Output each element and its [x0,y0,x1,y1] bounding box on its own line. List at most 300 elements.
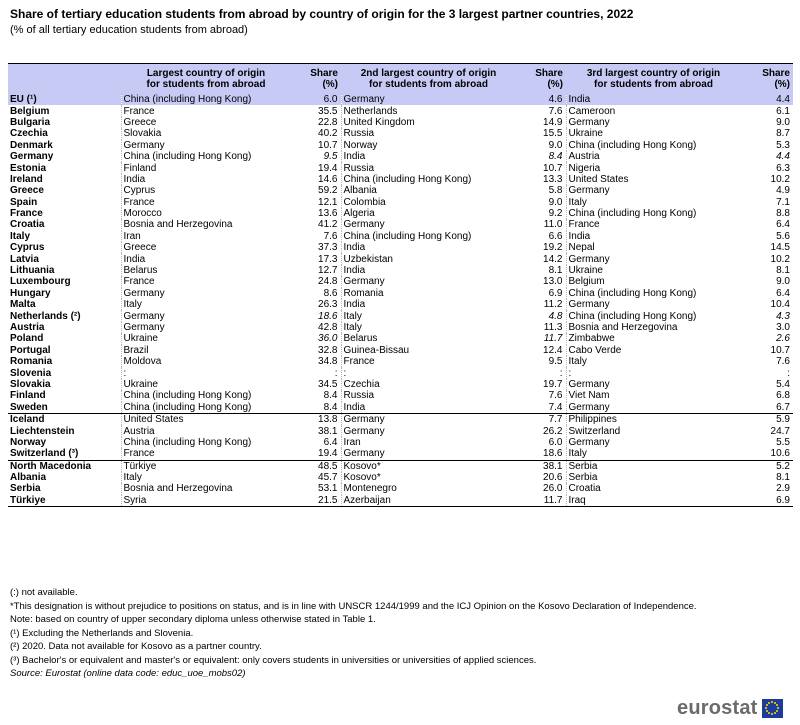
table-row [8,231,793,242]
share1-cell: 10.7 [318,139,338,151]
origin1-cell: China (including Hong Kong) [121,437,291,448]
share2-cell: 11.3 [543,322,563,333]
share3-cell: 8.7 [776,128,790,140]
origin3-cell: Ukraine [566,128,741,139]
share1-cell: 38.1 [318,425,338,437]
origin1-cell: Bosnia and Herzegovina [121,483,291,494]
country-cell: Hungary [10,287,51,299]
flag-star [774,712,776,714]
share3-cell: 8.8 [776,208,790,220]
header-row [8,64,793,95]
share3-cell: 6.9 [741,495,793,507]
share3-cell: 6.4 [776,287,790,299]
share2-cell: 7.4 [548,401,563,413]
share3-cell: 6.1 [776,105,790,117]
origin2-cell: United Kingdom [341,117,516,128]
table-row [8,265,793,276]
share2-cell: 14.9 [543,116,563,128]
share1-cell: : [334,367,338,379]
country-cell: Norway [10,436,47,448]
origin2-cell: Azerbaijan [341,495,516,507]
origin3-cell: China (including Hong Kong) [566,140,741,151]
note-1: (¹) Excluding the Netherlands and Slovenia. [10,627,194,639]
flag-star [776,704,778,706]
origin3-cell: Bosnia and Herzegovina [566,322,741,333]
share3-cell: 8.1 [776,472,790,484]
eu-flag-icon [762,699,783,718]
table-row [8,242,793,253]
flag-star [776,710,778,712]
share1-cell: 48.5 [291,460,341,472]
origin2-cell: Czechia [341,379,516,390]
table-row [8,185,793,196]
origin3-cell: Serbia [566,472,741,483]
country-cell: Czechia [10,128,48,140]
origin2-cell: Kosovo* [341,472,516,483]
flag-star [771,701,773,703]
table-row [8,356,793,367]
share3-cell: 5.4 [776,378,790,390]
origin2-cell: Germany [341,448,516,460]
share3-cell: 4.4 [776,151,790,163]
country-cell: Netherlands (²) [10,310,81,322]
share3-cell: 10.4 [770,299,790,311]
origin2-cell: Germany [341,425,516,436]
origin2-cell: Guinea-Bissau [341,345,516,356]
country-cell: Latvia [10,253,39,265]
share3-cell: 4.9 [776,185,790,197]
origin1-cell: Germany [121,140,291,151]
share1-cell: 59.2 [318,185,338,197]
table-row [8,288,793,299]
origin1-cell: Türkiye [121,460,291,472]
origin3-cell: India [566,231,741,242]
share2-cell: 13.0 [543,276,563,288]
share3-cell: 6.3 [776,162,790,174]
origin3-cell: Belgium [566,276,741,287]
origin2-cell: Uzbekistan [341,253,516,264]
origin1-cell: China (including Hong Kong) [121,402,291,414]
country-cell: Denmark [10,139,53,151]
country-cell: EU (¹) [10,94,37,106]
origin2-cell: India [341,265,516,276]
country-cell: Finland [10,390,46,402]
country-cell: Slovakia [10,378,51,390]
share3-cell: 4.4 [776,94,790,106]
origin2-cell: France [341,356,516,367]
share1-cell: 8.4 [323,390,338,402]
share1-cell: 18.6 [318,310,338,322]
table-row [8,402,793,414]
country-cell: North Macedonia [8,460,121,472]
origin3-cell: Viet Nam [566,390,741,401]
share2-cell: 8.4 [548,151,563,163]
share1-cell: 12.7 [318,265,338,277]
note-2: (²) 2020. Data not available for Kosovo as a partner country. [10,641,262,652]
share2-cell: 6.0 [548,436,563,448]
origin3-cell: Nigeria [566,162,741,173]
share2-cell: 4.6 [548,94,563,106]
origin1-cell: France [121,448,291,460]
share2-cell: 6.6 [548,230,563,242]
table-title: Share of tertiary education students from abroad by country of origin for the 3 largest partner countries, 2022 [10,7,634,21]
origin1-cell: Italy [121,299,291,310]
table-row [8,495,793,507]
origin3-cell: Germany [566,253,741,264]
country-cell: Türkiye [8,495,121,507]
share1-cell: 45.7 [318,472,338,484]
table-row [8,345,793,356]
origin2-cell: Norway [341,140,516,151]
table-row [8,448,793,460]
origin3-cell: Ukraine [566,265,741,276]
origin2-cell: : [341,367,516,378]
origin1-cell: United States [121,413,291,425]
share1-cell: 9.5 [323,151,338,163]
origin3-cell: United States [566,174,741,185]
share2-cell: 7.6 [548,105,563,117]
origin3-cell: : [566,367,741,378]
origin1-cell: Bosnia and Herzegovina [121,219,291,230]
share2-cell: 14.2 [543,253,563,265]
data-table-container [8,63,793,507]
share3-cell: 14.5 [770,242,790,254]
header-origin2: 2nd largest country of origin for students from abroad [360,68,497,90]
share1-cell: 53.1 [318,483,338,495]
table-row [8,208,793,219]
table-subtitle: (% of all tertiary education students from abroad) [10,24,248,36]
country-cell: Spain [10,196,38,208]
share2-cell: 12.4 [543,344,563,356]
origin3-cell: China (including Hong Kong) [566,310,741,321]
origin2-cell: Algeria [341,208,516,219]
origin1-cell: Austria [121,425,291,436]
table-row [8,413,793,425]
share3-cell: 5.3 [776,139,790,151]
origin3-cell: Croatia [566,483,741,494]
share1-cell: 6.0 [323,94,338,106]
note-not-available: (:) not available. [10,587,78,598]
share2-cell: 38.1 [516,460,566,472]
table-row [8,472,793,483]
share2-cell: 9.0 [548,139,563,151]
origin2-cell: Germany [341,219,516,230]
country-cell: Malta [10,299,36,311]
share1-cell: 12.1 [318,196,338,208]
country-cell: Austria [10,322,45,333]
share3-cell: 10.6 [770,448,790,460]
table-body [8,94,793,507]
table-row [8,483,793,494]
share3-cell: 10.2 [770,173,790,185]
origin3-cell: Italy [566,197,741,208]
origin1-cell: Greece [121,117,291,128]
table-row [8,105,793,116]
origin1-cell: Germany [121,310,291,321]
table-row [8,128,793,139]
share1-cell: 42.8 [318,322,338,333]
share2-cell: 7.6 [548,390,563,402]
header-share3: Share (%) [762,68,790,90]
country-cell: Switzerland (³) [10,448,79,460]
origin3-cell: Switzerland [566,425,741,436]
origin1-cell: India [121,174,291,185]
origin1-cell: Germany [121,322,291,333]
share2-cell: 20.6 [543,472,563,484]
origin1-cell: India [121,253,291,264]
origin1-cell: China (including Hong Kong) [121,390,291,401]
logo-text: eurostat [677,696,758,719]
table-row [8,322,793,333]
table-row [8,379,793,390]
note-3: (³) Bachelor's or equivalent and master's or equivalent: only covers students in universities or universities of applied sciences. [10,654,537,666]
share2-cell: 11.7 [516,495,566,507]
country-cell: Germany [10,151,54,163]
share2-cell: 11.7 [543,333,563,345]
country-cell: Liechtenstein [10,425,75,437]
table-row [8,151,793,162]
origin1-cell: Brazil [121,345,291,356]
origin2-cell: Netherlands [341,105,516,116]
country-cell: Ireland [10,173,43,185]
origin1-cell: Belarus [121,265,291,276]
share2-cell: 18.6 [543,448,563,460]
share1-cell: 34.8 [318,356,338,368]
origin2-cell: Colombia [341,197,516,208]
share2-cell: 9.5 [548,356,563,368]
origin1-cell: Cyprus [121,185,291,196]
origin3-cell: Italy [566,448,741,460]
share3-cell: 10.2 [770,253,790,265]
share2-cell: 11.0 [543,219,563,231]
table-row [8,460,793,472]
origin2-cell: India [341,402,516,414]
origin2-cell: China (including Hong Kong) [341,174,516,185]
share3-cell: 5.2 [741,460,793,472]
share2-cell: 11.2 [543,299,563,311]
origin3-cell: Germany [566,117,741,128]
share2-cell: 13.3 [543,173,563,185]
table-row [8,299,793,310]
origin3-cell: Cameroon [566,105,741,116]
share3-cell: 6.7 [776,401,790,413]
origin1-cell: Moldova [121,356,291,367]
country-cell: Luxembourg [10,276,71,288]
origin3-cell: Germany [566,299,741,310]
country-cell: Greece [10,185,44,197]
origin2-cell: Belarus [341,333,516,344]
origin2-cell: Germany [341,413,516,425]
table-row [8,174,793,185]
share1-cell: 19.4 [318,162,338,174]
origin1-cell: : [121,367,291,378]
origin3-cell: Italy [566,356,741,367]
share2-cell: : [559,367,563,379]
origin2-cell: China (including Hong Kong) [341,231,516,242]
share1-cell: 36.0 [318,333,338,345]
country-cell: Bulgaria [10,116,51,128]
table-row [8,390,793,401]
header-share2: Share (%) [535,68,563,90]
table-row [8,94,793,105]
country-cell: Slovenia [10,367,52,379]
header-origin1: Largest country of origin for students from abroad [146,68,266,90]
country-cell: Croatia [10,219,45,231]
origin3-cell: Iraq [566,495,741,507]
origin1-cell: Slovakia [121,128,291,139]
origin2-cell: Germany [341,94,516,105]
country-cell: Romania [10,356,53,368]
share3-cell: : [787,367,790,379]
share2-cell: 6.9 [548,287,563,299]
origin2-cell: Kosovo* [341,460,516,472]
origin2-cell: Montenegro [341,483,516,494]
share1-cell: 34.5 [318,378,338,390]
origin3-cell: China (including Hong Kong) [566,208,741,219]
origin2-cell: Iran [341,437,516,448]
share2-cell: 10.7 [543,162,563,174]
share3-cell: 7.6 [776,356,790,368]
origin3-cell: Serbia [566,460,741,472]
share3-cell: 5.9 [741,413,793,425]
share3-cell: 9.0 [776,276,790,288]
country-cell: Albania [10,472,47,484]
note-diploma: Note: based on country of upper secondary diploma unless otherwise stated in Table 1. [10,614,376,625]
origin2-cell: Albania [341,185,516,196]
footnotes [10,586,697,681]
share2-cell: 15.5 [543,128,563,140]
origin1-cell: Ukraine [121,333,291,344]
country-cell: Poland [10,333,44,345]
share1-cell: 13.8 [291,413,341,425]
country-cell: Lithuania [10,265,55,277]
origin1-cell: Iran [121,231,291,242]
flag-star [777,707,779,709]
note-kosovo: *This designation is without prejudice to positions on status, and is in line with UNSCR 1244/1999 and the ICJ Opinion on the Kosovo Declaration of Independence. [10,600,697,612]
header-share1: Share (%) [310,68,338,90]
share1-cell: 21.5 [291,495,341,507]
origin2-cell: Russia [341,162,516,173]
share1-cell: 19.4 [318,448,338,460]
share1-cell: 26.3 [318,299,338,311]
origin1-cell: China (including Hong Kong) [121,151,291,162]
share1-cell: 8.6 [323,287,338,299]
origin3-cell: Germany [566,379,741,390]
country-cell: France [10,208,43,220]
origin1-cell: Italy [121,472,291,483]
origin3-cell: Austria [566,151,741,162]
country-cell: Sweden [10,401,48,413]
origin2-cell: Romania [341,288,516,299]
origin2-cell: India [341,151,516,162]
flag-star [768,702,770,704]
share1-cell: 37.3 [318,242,338,254]
share3-cell: 3.0 [776,322,790,333]
flag-star [766,704,768,706]
share3-cell: 4.3 [776,310,790,322]
share3-cell: 9.0 [776,116,790,128]
share1-cell: 13.6 [318,208,338,220]
share3-cell: 7.1 [776,196,790,208]
share2-cell: 19.7 [543,378,563,390]
share2-cell: 7.7 [516,413,566,425]
share2-cell: 9.2 [548,208,563,220]
flag-star [766,710,768,712]
origin1-cell: Finland [121,162,291,173]
share3-cell: 5.6 [776,230,790,242]
origin1-cell: Germany [121,288,291,299]
share2-cell: 4.8 [548,310,563,322]
table-row [8,437,793,448]
share1-cell: 7.6 [323,230,338,242]
origin3-cell: Germany [566,437,741,448]
share1-cell: 35.5 [318,105,338,117]
country-cell: Portugal [10,344,51,356]
table-row [8,162,793,173]
table-row [8,253,793,264]
origin3-cell: Cabo Verde [566,345,741,356]
share3-cell: 8.1 [776,265,790,277]
share2-cell: 26.0 [543,483,563,495]
origin3-cell: France [566,219,741,230]
flag-star [765,707,767,709]
share3-cell: 2.6 [776,333,790,345]
origin3-cell: Nepal [566,242,741,253]
origin3-cell: Germany [566,185,741,196]
share3-cell: 5.5 [776,436,790,448]
share3-cell: 10.7 [770,344,790,356]
share2-cell: 8.1 [548,265,563,277]
country-cell: Serbia [10,483,41,495]
origin2-cell: India [341,299,516,310]
origin2-cell: Russia [341,128,516,139]
source-note: Source: Eurostat (online data code: educ_uoe_mobs02) [10,668,246,679]
country-cell: Cyprus [10,242,45,254]
share2-cell: 19.2 [543,242,563,254]
eurostat-logo [677,697,783,719]
country-cell: Iceland [8,413,121,425]
share1-cell: 32.8 [318,344,338,356]
share3-cell: 6.8 [776,390,790,402]
header-country [8,64,121,95]
table-row [8,117,793,128]
share3-cell: 6.4 [776,219,790,231]
country-cell: Belgium [10,105,50,117]
origin1-cell: China (including Hong Kong) [121,94,291,105]
table-row [8,140,793,151]
origin1-cell: France [121,197,291,208]
table-row [8,425,793,436]
origin1-cell: Ukraine [121,379,291,390]
origin3-cell: Zimbabwe [566,333,741,344]
share2-cell: 9.0 [548,196,563,208]
data-table [8,63,793,507]
share3-cell: 24.7 [770,425,790,437]
origin3-cell: India [566,94,741,105]
origin1-cell: Syria [121,495,291,507]
table-row [8,310,793,321]
flag-star [771,713,773,715]
table-row [8,276,793,287]
table-row [8,219,793,230]
header-origin3: 3rd largest country of origin for students from abroad [586,68,721,90]
origin2-cell: India [341,242,516,253]
share3-cell: 2.9 [776,483,790,495]
origin3-cell: China (including Hong Kong) [566,288,741,299]
table-row [8,367,793,378]
origin3-cell: Germany [566,402,741,414]
origin2-cell: Italy [341,322,516,333]
